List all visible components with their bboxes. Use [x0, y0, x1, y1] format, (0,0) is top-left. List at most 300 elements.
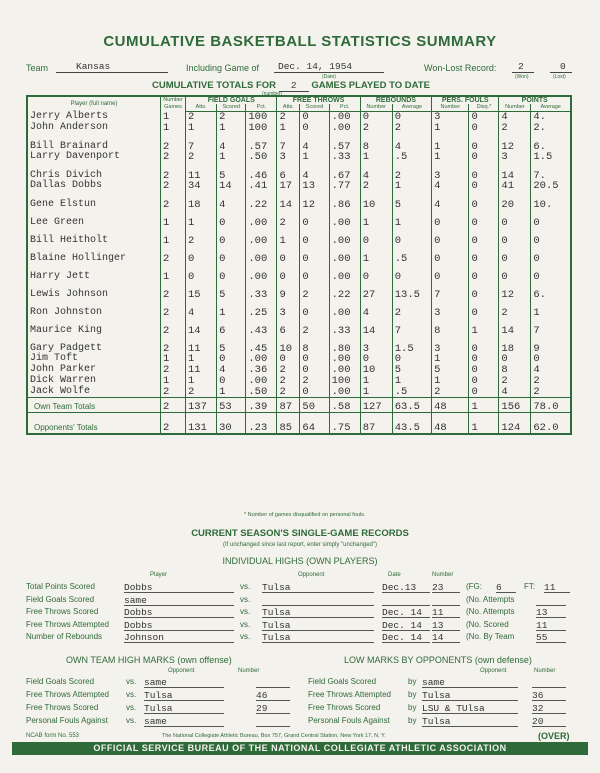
stat-cell: 1 [360, 246, 392, 264]
connector: by [408, 690, 417, 699]
stat-cell: 1 [300, 152, 329, 163]
stat-cell: .00 [329, 210, 360, 228]
stat-cell: 2 [161, 181, 186, 192]
stat-cell: 1 [217, 152, 246, 163]
stat-cell: .50 [246, 152, 277, 163]
stat-cell: 5 [217, 282, 246, 300]
table-row [27, 123, 571, 134]
stat-cell: 0 [432, 264, 469, 282]
stat-cell: 100 [329, 376, 360, 387]
stat-cell: 1 [217, 300, 246, 318]
stat-cell: 1.5 [392, 336, 431, 354]
record-label: Field Goals Scored [26, 594, 95, 604]
stat-cell: 3 [432, 112, 469, 123]
stat-cell: .00 [329, 365, 360, 376]
stat-cell: 0 [300, 210, 329, 228]
col-header: Number [499, 104, 531, 112]
footer-banner: OFFICIAL SERVICE BUREAU OF THE NATIONAL COLLEGIATE ATHLETIC ASSOCIATION [12, 742, 588, 755]
stat-cell: .00 [246, 264, 277, 282]
stat-cell: 4 [531, 365, 571, 376]
table-row [27, 282, 571, 300]
stat-cell: 1 [392, 376, 431, 387]
stat-cell: 9 [531, 336, 571, 354]
stat-cell: .00 [246, 376, 277, 387]
record-opponent: Tulsa [262, 620, 374, 631]
stat-cell: 0 [217, 376, 246, 387]
stat-cell: 4 [432, 181, 469, 192]
player-name: Lewis Johnson [27, 282, 161, 300]
player-name: Maurice King [27, 318, 161, 336]
stat-cell: 2 [392, 123, 431, 134]
mark-label: Free Throws Attempted [308, 690, 391, 699]
stat-cell: 48 [432, 413, 469, 435]
stat-cell: 156 [499, 398, 531, 413]
stat-cell: 1 [277, 228, 300, 246]
stat-cell: 0 [277, 264, 300, 282]
player-name: Lee Green [27, 210, 161, 228]
number-caption: (number) [262, 91, 283, 97]
col-games: Number Games [161, 96, 186, 112]
stat-cell: 12 [499, 134, 531, 152]
stat-cell: 0 [360, 112, 392, 123]
stat-cell: 14 [499, 318, 531, 336]
player-name: Blaine Hollinger [27, 246, 161, 264]
stat-cell: 0 [217, 228, 246, 246]
stat-cell: 5 [392, 365, 431, 376]
stat-cell: 2 [432, 387, 469, 398]
stat-cell: 0 [469, 112, 499, 123]
stat-cell: 4. [531, 112, 571, 123]
stat-cell: 18 [499, 336, 531, 354]
won-value: 2 [518, 61, 524, 72]
stat-cell: 1 [469, 413, 499, 435]
stat-cell: 4 [186, 300, 217, 318]
stat-cell: 87 [360, 413, 392, 435]
stat-cell: 11 [186, 336, 217, 354]
table-row [27, 376, 571, 387]
mark-number: 36 [532, 690, 566, 701]
mark-opponent: Tulsa [144, 690, 224, 701]
date-caption: (Date) [322, 74, 336, 80]
stat-cell: 2 [161, 365, 186, 376]
stat-cell: 14 [186, 318, 217, 336]
form-number: NCAB form No. 553 [26, 733, 80, 739]
stat-cell: 12 [300, 192, 329, 210]
stat-cell: 3 [499, 152, 531, 163]
stat-cell: .23 [246, 413, 277, 435]
stat-cell: .00 [329, 123, 360, 134]
stat-cell: 7 [186, 134, 217, 152]
stat-cell: .5 [392, 246, 431, 264]
player-name: Larry Davenport [27, 152, 161, 163]
player-name: Bill Brainard [27, 134, 161, 152]
stat-cell: 0 [499, 228, 531, 246]
stat-cell: 2 [392, 300, 431, 318]
stat-cell: 2 [300, 376, 329, 387]
stat-cell: 2 [392, 163, 431, 181]
stat-cell: 1 [161, 123, 186, 134]
stat-cell: 0 [392, 112, 431, 123]
stat-cell: 0 [217, 246, 246, 264]
mark-number: 32 [532, 703, 566, 714]
record-label: Free Throws Scored [26, 607, 99, 616]
mark-label: Field Goals Scored [26, 677, 95, 686]
record-player: Dobbs [124, 582, 234, 593]
col-number-label: Number [432, 572, 454, 578]
record-number: 13 [432, 620, 460, 631]
record-label: Free Throws Attempted [26, 619, 109, 629]
stat-cell: 100 [246, 112, 277, 123]
stat-cell: 2 [161, 163, 186, 181]
stat-cell: 2 [161, 413, 186, 435]
record-opponent: Tulsa [262, 632, 374, 643]
table-row [27, 365, 571, 376]
table-row [27, 354, 571, 365]
stat-cell: 0 [469, 246, 499, 264]
table-row [27, 264, 571, 282]
stat-cell: 2 [217, 112, 246, 123]
stat-cell: 0 [300, 354, 329, 365]
stat-cell: 0 [392, 228, 431, 246]
mark-label: Free Throws Attempted [26, 690, 109, 699]
player-name: Gary Padgett [27, 336, 161, 354]
mark-opponent: same [422, 677, 518, 688]
stat-cell: .46 [246, 163, 277, 181]
low-opponent-label: Opponent [480, 668, 507, 674]
extra-label: (No. Attempts [466, 594, 515, 604]
stat-cell: 2 [186, 228, 217, 246]
stat-cell: 14 [217, 181, 246, 192]
stat-cell: 4 [499, 112, 531, 123]
record-opponent [262, 595, 374, 606]
stat-cell: .00 [329, 387, 360, 398]
table-row [27, 163, 571, 181]
stat-cell: 0 [531, 246, 571, 264]
low-marks-heading: LOW MARKS BY OPPONENTS (own defense) [344, 655, 532, 665]
stat-cell: 4 [432, 192, 469, 210]
table-row [27, 318, 571, 336]
stat-cell: 0 [469, 354, 499, 365]
team-value: Kansas [76, 61, 111, 72]
group-rebounds: REBOUNDS [360, 96, 431, 104]
stat-cell: 0 [499, 354, 531, 365]
stats-table [26, 95, 572, 435]
stat-cell: .5 [392, 152, 431, 163]
stat-cell: 63.5 [392, 398, 431, 413]
mark-opponent: same [144, 716, 224, 727]
stat-cell: .57 [329, 134, 360, 152]
connector: by [408, 716, 417, 725]
stat-cell: 0 [469, 387, 499, 398]
col-header: Atts. [277, 104, 300, 112]
stat-cell: 2 [186, 112, 217, 123]
player-name: Jack Wolfe [27, 387, 161, 398]
stat-cell: 4 [360, 163, 392, 181]
stat-cell: 1 [217, 387, 246, 398]
stat-cell: 2 [277, 112, 300, 123]
stat-cell: .00 [246, 228, 277, 246]
stat-cell: 15 [186, 282, 217, 300]
stat-cell: 1 [392, 181, 431, 192]
stat-cell: 2 [499, 123, 531, 134]
extra-value: 11 [536, 620, 566, 631]
record-player: Johnson [124, 632, 234, 643]
stat-cell: 0 [432, 228, 469, 246]
mark-label: Personal Fouls Against [26, 716, 108, 725]
stat-cell: 6 [217, 318, 246, 336]
stat-cell: 1 [161, 210, 186, 228]
stat-cell: 0 [531, 264, 571, 282]
opp-totals-row [27, 413, 571, 435]
over-note: (OVER) [538, 731, 570, 741]
player-name: Gene Elstun [27, 192, 161, 210]
player-name: Dick Warren [27, 376, 161, 387]
mark-number: 29 [256, 703, 290, 714]
stat-cell: 2 [161, 318, 186, 336]
stat-cell: 14 [499, 163, 531, 181]
extra2-label: FT: [524, 582, 536, 591]
stat-cell: 53 [217, 398, 246, 413]
stat-cell: .58 [329, 398, 360, 413]
stat-cell: 1 [392, 210, 431, 228]
table-row [27, 300, 571, 318]
stat-cell: 2 [161, 134, 186, 152]
connector: vs. [126, 716, 137, 725]
mark-opponent: Tulsa [144, 703, 224, 714]
stat-cell: 2 [161, 192, 186, 210]
stat-cell: 43.5 [392, 413, 431, 435]
stat-cell: 10 [360, 365, 392, 376]
record-opponent: Tulsa [262, 607, 374, 618]
player-name: John Anderson [27, 123, 161, 134]
stat-cell: 0 [300, 264, 329, 282]
own-high-heading: OWN TEAM HIGH MARKS (own offense) [66, 655, 232, 665]
mark-label: Free Throws Scored [26, 703, 99, 712]
stat-cell: 3 [432, 336, 469, 354]
stat-cell: .77 [329, 181, 360, 192]
extra2-value: 11 [544, 582, 570, 593]
records-heading: CURRENT SEASON'S SINGLE-GAME RECORDS [191, 528, 409, 539]
stat-cell: 0 [499, 210, 531, 228]
stat-cell: 0 [469, 300, 499, 318]
totals-heading: CUMULATIVE TOTALS FOR 2 GAMES PLAYED TO DATE [152, 80, 430, 91]
stat-cell: 5 [432, 365, 469, 376]
stat-cell: 0 [300, 246, 329, 264]
player-name: Jim Toft [27, 354, 161, 365]
player-name: John Parker [27, 365, 161, 376]
stat-cell: .00 [329, 264, 360, 282]
stat-cell: 34 [186, 181, 217, 192]
stat-cell: 2 [499, 376, 531, 387]
group-fouls: PERS. FOULS [432, 96, 499, 104]
stat-cell: 0 [469, 376, 499, 387]
mark-label: Personal Fouls Against [308, 716, 390, 725]
stat-cell: 0 [217, 354, 246, 365]
table-row [27, 246, 571, 264]
stat-cell: .00 [329, 228, 360, 246]
stat-cell: 0 [469, 210, 499, 228]
col-header: Number [360, 104, 392, 112]
player-name: Ron Johnston [27, 300, 161, 318]
table-row [27, 210, 571, 228]
stat-cell: 0 [300, 300, 329, 318]
player-name: Chris Divich [27, 163, 161, 181]
stat-cell: 7. [531, 163, 571, 181]
stat-cell: .86 [329, 192, 360, 210]
extra-value: 6 [496, 582, 516, 593]
stat-cell: .33 [329, 152, 360, 163]
team-label: Team [26, 63, 49, 73]
stat-cell: 8 [300, 336, 329, 354]
stat-cell: 11 [186, 365, 217, 376]
stat-cell: 18 [186, 192, 217, 210]
connector: by [408, 703, 417, 712]
stat-cell: 6 [277, 318, 300, 336]
record-number: 14 [432, 632, 460, 643]
stat-cell: 8 [499, 365, 531, 376]
stat-cell: 7 [531, 318, 571, 336]
stat-cell: 100 [246, 123, 277, 134]
stat-cell: 10 [277, 336, 300, 354]
col-header: Disq.* [469, 104, 499, 112]
col-header: Average [392, 104, 431, 112]
col-header: Pct. [329, 104, 360, 112]
stat-cell: 1 [186, 123, 217, 134]
stat-cell: 2 [161, 398, 186, 413]
stat-cell: 0 [531, 354, 571, 365]
table-row [27, 181, 571, 192]
stat-cell: 0 [217, 210, 246, 228]
stat-cell: 4 [217, 192, 246, 210]
stat-cell: .33 [329, 318, 360, 336]
table-row [27, 152, 571, 163]
record-opponent: Tulsa [262, 582, 374, 593]
stat-cell: 17 [277, 181, 300, 192]
stat-cell: .39 [246, 398, 277, 413]
connector: vs. [126, 690, 137, 699]
stat-cell: .5 [392, 387, 431, 398]
lost-caption: (Lost) [553, 74, 566, 80]
stat-cell: 10. [531, 192, 571, 210]
connector: vs. [126, 677, 137, 686]
lost-value: 0 [560, 61, 566, 72]
won-caption: (Won) [515, 74, 529, 80]
stat-cell: 0 [432, 246, 469, 264]
mark-label: Field Goals Scored [308, 677, 377, 686]
player-name: Dallas Dobbs [27, 181, 161, 192]
col-opponent-label: Opponent [298, 572, 325, 578]
stat-cell: 1 [161, 376, 186, 387]
player-name: Own Team Totals [27, 398, 161, 413]
stat-cell: 1 [186, 376, 217, 387]
stat-cell: 1 [432, 376, 469, 387]
stat-cell: 2 [277, 376, 300, 387]
stat-cell: .45 [246, 336, 277, 354]
record-date: Dec. 14 [382, 620, 430, 631]
stat-cell: 137 [186, 398, 217, 413]
stat-cell: 0 [217, 264, 246, 282]
record-date: Dec. 14 [382, 632, 430, 643]
stat-cell: 0 [469, 264, 499, 282]
stat-cell: 6. [531, 134, 571, 152]
group-free-throws: FREE THROWS [277, 96, 360, 104]
stat-cell: 0 [469, 365, 499, 376]
stat-cell: 2 [360, 123, 392, 134]
stat-cell: 1 [432, 152, 469, 163]
stat-cell: 7 [432, 282, 469, 300]
stat-cell: 87 [277, 398, 300, 413]
extra-label: (No. Scored [466, 619, 509, 629]
stat-cell: 1 [360, 387, 392, 398]
stat-cell: 4 [300, 134, 329, 152]
stat-cell: 0 [300, 112, 329, 123]
stat-cell: 5 [217, 336, 246, 354]
record-label: Total Points Scored [26, 582, 95, 591]
record-label: Won-Lost Record: [424, 63, 497, 73]
mark-number [256, 677, 290, 688]
stat-cell: 0 [186, 246, 217, 264]
stat-cell: 1 [360, 376, 392, 387]
stat-cell: 1 [161, 228, 186, 246]
stat-cell: 12 [499, 282, 531, 300]
stat-cell: .75 [329, 413, 360, 435]
stat-cell: 14 [360, 318, 392, 336]
extra-value: 55 [536, 632, 566, 643]
col-date-label: Date [388, 572, 401, 578]
stat-cell: .22 [329, 282, 360, 300]
stat-cell: 14 [277, 192, 300, 210]
stat-cell: 0 [432, 210, 469, 228]
extra-label: (No. By Team [466, 632, 515, 641]
col-header: Pct. [246, 104, 277, 112]
stat-cell: .33 [246, 282, 277, 300]
stat-cell: 0 [469, 134, 499, 152]
stat-cell: 7 [392, 318, 431, 336]
record-label: Number of Rebounds [26, 632, 103, 641]
stat-cell: 2 [360, 181, 392, 192]
record-number: 23 [432, 582, 460, 593]
stat-cell: 0 [186, 264, 217, 282]
own-totals-row [27, 398, 571, 413]
stat-cell: 0 [469, 163, 499, 181]
stat-cell: 0 [469, 228, 499, 246]
stat-cell: 20 [499, 192, 531, 210]
individual-heading: INDIVIDUAL HIGHS (OWN PLAYERS) [222, 556, 378, 566]
col-header: Scored [300, 104, 329, 112]
table-row [27, 387, 571, 398]
mark-opponent: Tulsa [422, 690, 518, 701]
stat-cell: 1 [360, 210, 392, 228]
stat-cell: 5 [217, 163, 246, 181]
stat-cell: 0 [360, 354, 392, 365]
stat-cell: 0 [469, 282, 499, 300]
stat-cell: 50 [300, 398, 329, 413]
stat-cell: 7 [277, 134, 300, 152]
stat-cell: 0 [360, 228, 392, 246]
stat-cell: .00 [246, 354, 277, 365]
stat-cell: 0 [360, 264, 392, 282]
stat-cell: 2 [277, 365, 300, 376]
stat-cell: .00 [329, 246, 360, 264]
stat-cell: 1.5 [531, 152, 571, 163]
stat-cell: 0 [300, 228, 329, 246]
record-player: same [124, 595, 234, 606]
record-player: Dobbs [124, 620, 234, 631]
table-row [27, 228, 571, 246]
stat-cell: 48 [432, 398, 469, 413]
stat-cell: 1 [531, 300, 571, 318]
stat-cell: 9 [277, 282, 300, 300]
